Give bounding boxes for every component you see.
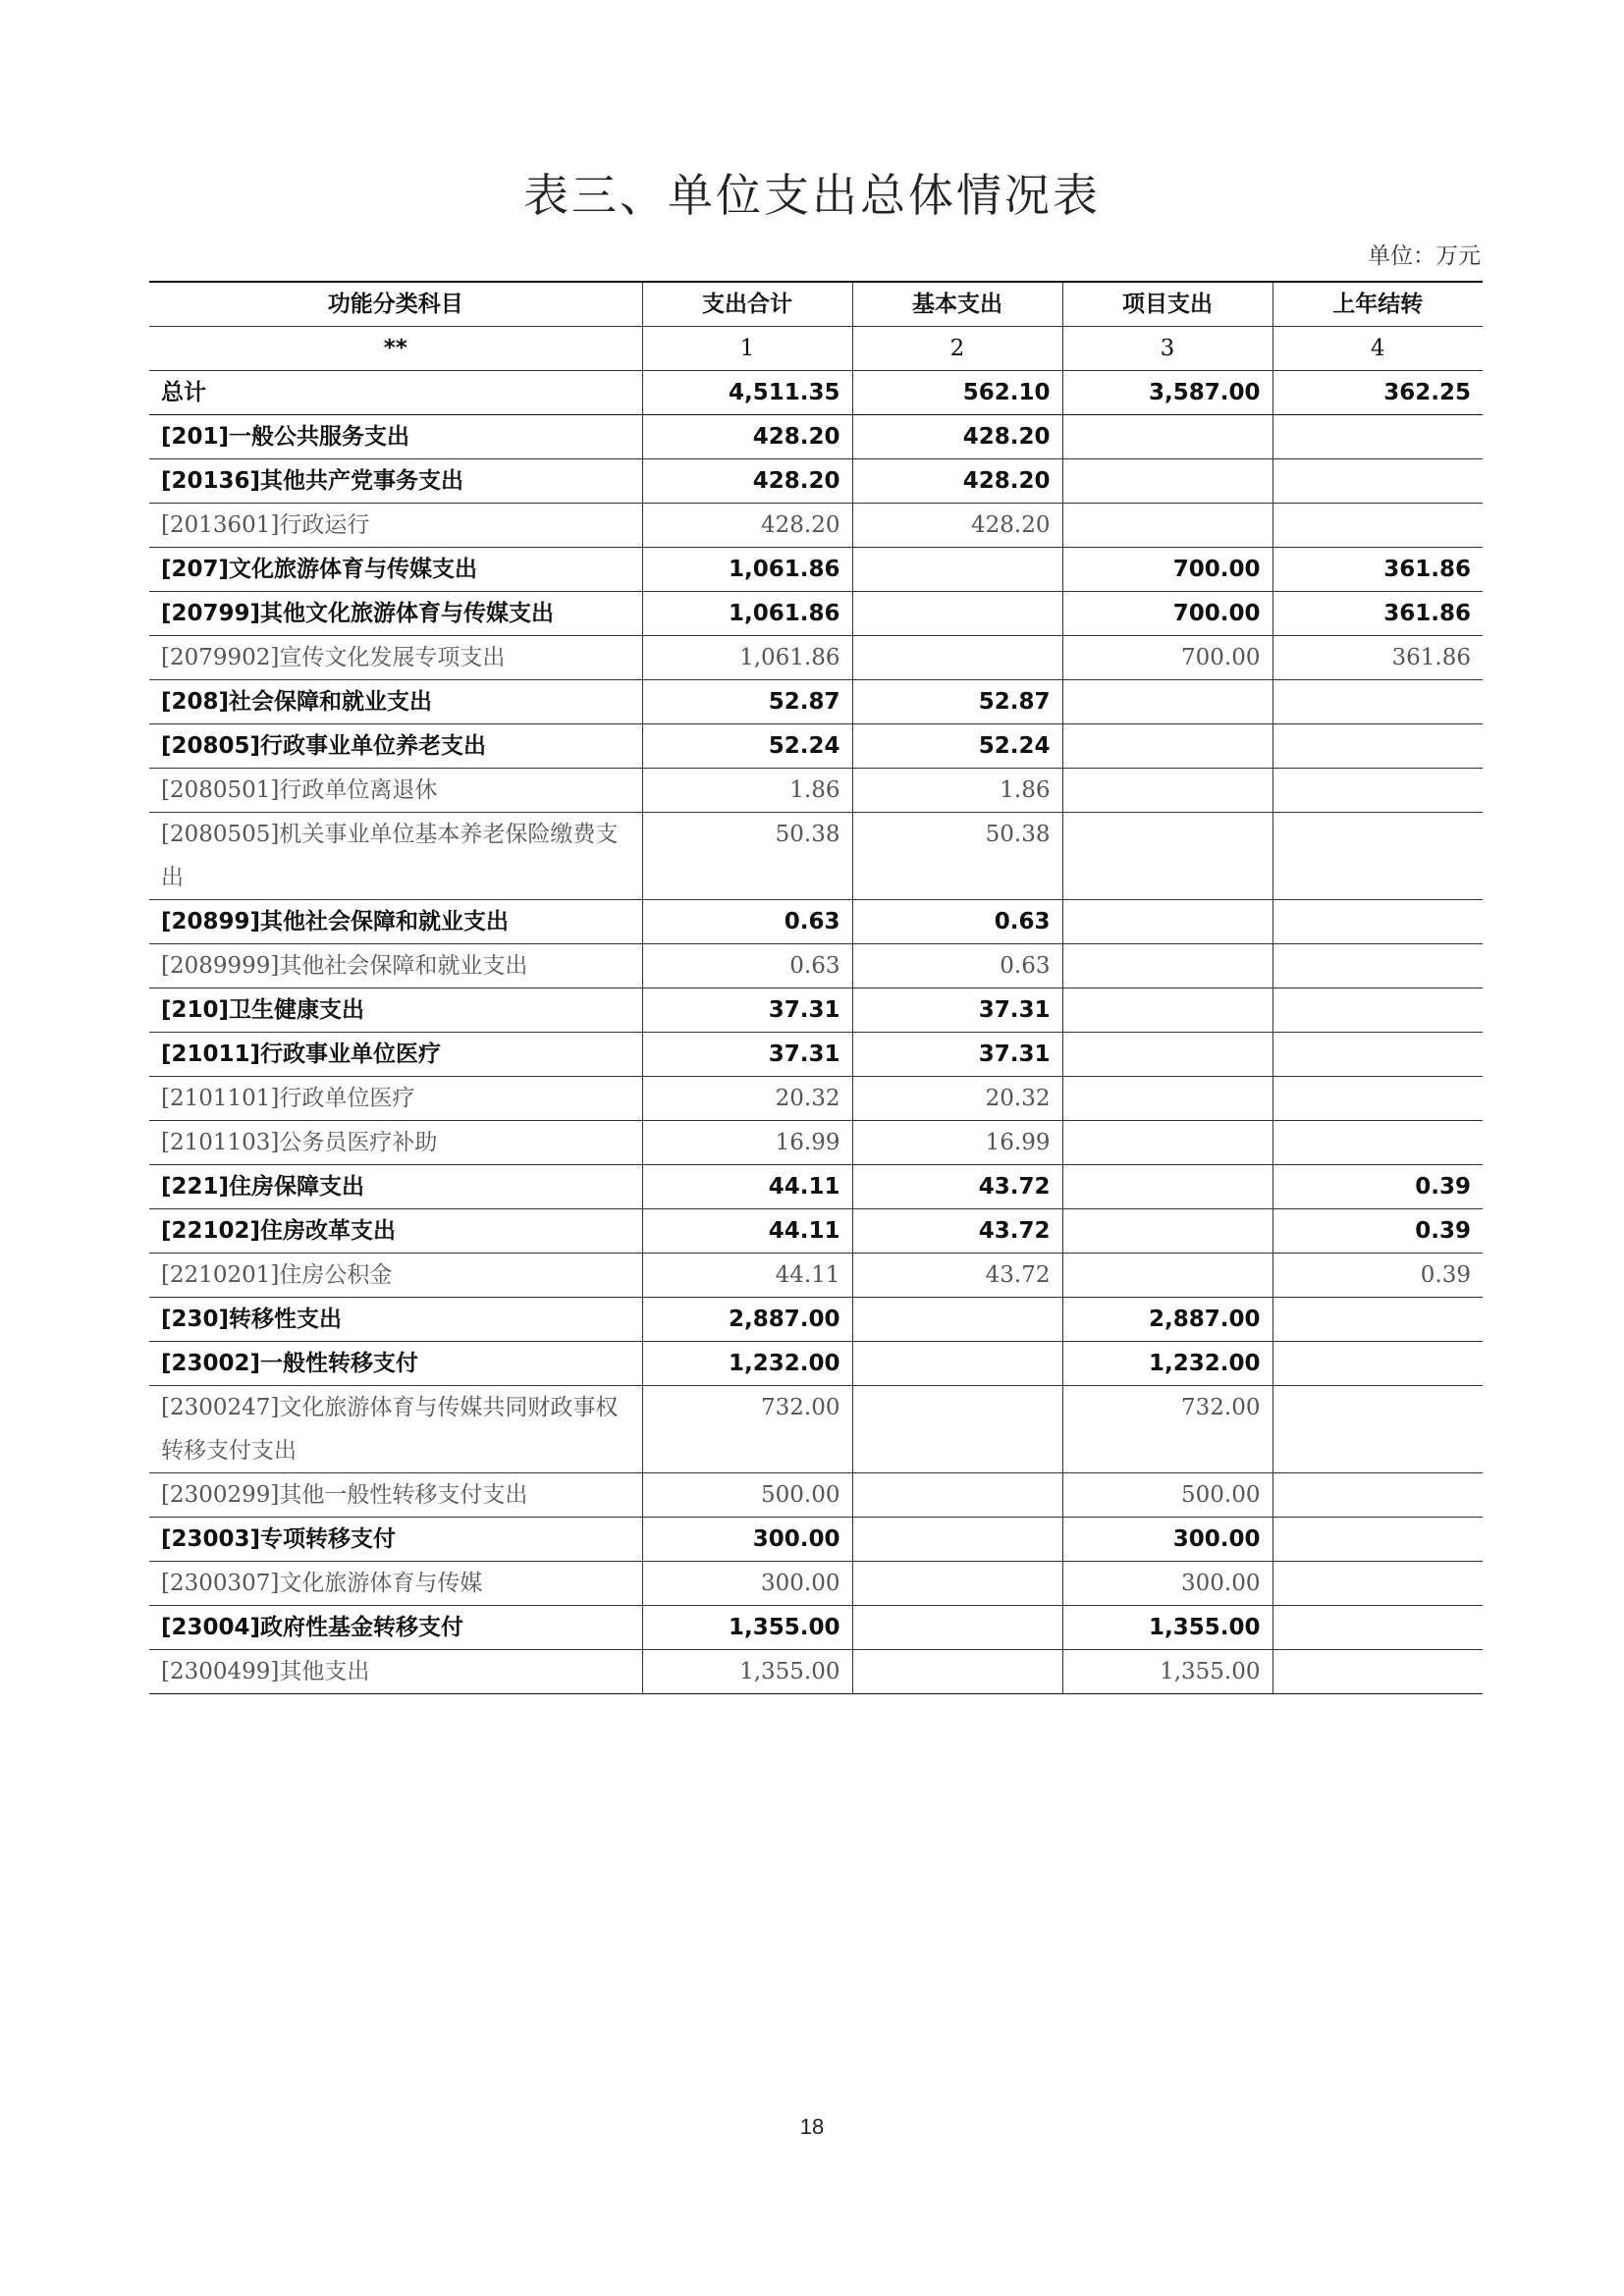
row-project-cell xyxy=(1062,680,1272,724)
row-project-cell: 2,887.00 xyxy=(1062,1298,1272,1342)
row-total-cell: 4,511.35 xyxy=(642,371,852,415)
row-project-cell: 300.00 xyxy=(1062,1518,1272,1562)
row-basic-cell: 43.72 xyxy=(852,1209,1062,1254)
table-row xyxy=(149,459,1483,504)
table-row xyxy=(149,636,1483,680)
row-total-cell: 428.20 xyxy=(642,459,852,504)
row-category-cell: [2089999]其他社会保障和就业支出 xyxy=(149,944,642,988)
row-category-cell: [208]社会保障和就业支出 xyxy=(149,680,642,724)
row-total-cell: 37.31 xyxy=(642,988,852,1033)
row-basic-cell: 37.31 xyxy=(852,1033,1062,1077)
row-project-cell xyxy=(1062,900,1272,944)
row-category-cell: 总计 xyxy=(149,371,642,415)
row-project-cell xyxy=(1062,988,1272,1033)
row-carryover-cell xyxy=(1272,1121,1483,1165)
row-carryover-cell: 0.39 xyxy=(1272,1165,1483,1209)
row-carryover-cell xyxy=(1272,1298,1483,1342)
row-basic-cell: 0.63 xyxy=(852,944,1062,988)
row-category-cell: [2300499]其他支出 xyxy=(149,1650,642,1694)
row-project-cell xyxy=(1062,724,1272,769)
row-carryover-cell xyxy=(1272,769,1483,813)
row-project-cell: 700.00 xyxy=(1062,592,1272,636)
row-project-cell xyxy=(1062,415,1272,459)
row-total-cell: 300.00 xyxy=(642,1518,852,1562)
row-carryover-cell xyxy=(1272,459,1483,504)
header-basic: 基本支出 xyxy=(852,282,1062,327)
row-basic-cell: 43.72 xyxy=(852,1165,1062,1209)
row-total-cell: 0.63 xyxy=(642,944,852,988)
row-category-cell: [23003]专项转移支付 xyxy=(149,1518,642,1562)
row-carryover-cell xyxy=(1272,944,1483,988)
row-category-cell: [2079902]宣传文化发展专项支出 xyxy=(149,636,642,680)
row-project-cell xyxy=(1062,813,1272,900)
index-cell: ** xyxy=(149,327,642,371)
row-basic-cell: 428.20 xyxy=(852,415,1062,459)
row-project-cell xyxy=(1062,1254,1272,1298)
header-category: 功能分类科目 xyxy=(149,282,642,327)
row-basic-cell xyxy=(852,592,1062,636)
row-carryover-cell xyxy=(1272,504,1483,548)
row-carryover-cell xyxy=(1272,724,1483,769)
row-project-cell: 732.00 xyxy=(1062,1386,1272,1473)
row-carryover-cell xyxy=(1272,1077,1483,1121)
row-basic-cell: 1.86 xyxy=(852,769,1062,813)
row-category-cell: [2101103]公务员医疗补助 xyxy=(149,1121,642,1165)
row-project-cell: 500.00 xyxy=(1062,1473,1272,1518)
table-row xyxy=(149,1209,1483,1254)
row-project-cell xyxy=(1062,504,1272,548)
table-row xyxy=(149,1121,1483,1165)
row-total-cell: 1,355.00 xyxy=(642,1650,852,1694)
row-basic-cell: 16.99 xyxy=(852,1121,1062,1165)
row-total-cell: 2,887.00 xyxy=(642,1298,852,1342)
row-category-cell: [20799]其他文化旅游体育与传媒支出 xyxy=(149,592,642,636)
row-category-cell: [2300307]文化旅游体育与传媒 xyxy=(149,1562,642,1606)
row-basic-cell xyxy=(852,1473,1062,1518)
row-carryover-cell xyxy=(1272,1562,1483,1606)
row-total-cell: 44.11 xyxy=(642,1209,852,1254)
table-row xyxy=(149,548,1483,592)
row-carryover-cell: 362.25 xyxy=(1272,371,1483,415)
row-total-cell: 500.00 xyxy=(642,1473,852,1518)
row-total-cell: 1,355.00 xyxy=(642,1606,852,1650)
row-basic-cell: 0.63 xyxy=(852,900,1062,944)
row-basic-cell xyxy=(852,1386,1062,1473)
row-carryover-cell xyxy=(1272,988,1483,1033)
row-project-cell xyxy=(1062,1033,1272,1077)
row-carryover-cell xyxy=(1272,680,1483,724)
row-carryover-cell xyxy=(1272,1033,1483,1077)
row-basic-cell: 50.38 xyxy=(852,813,1062,900)
table-header-row xyxy=(149,282,1483,327)
row-project-cell: 1,232.00 xyxy=(1062,1342,1272,1386)
table-row xyxy=(149,1386,1483,1473)
table-row xyxy=(149,1165,1483,1209)
row-carryover-cell xyxy=(1272,1518,1483,1562)
table-row xyxy=(149,1254,1483,1298)
row-total-cell: 428.20 xyxy=(642,415,852,459)
row-carryover-cell xyxy=(1272,415,1483,459)
row-total-cell: 52.24 xyxy=(642,724,852,769)
row-basic-cell xyxy=(852,1562,1062,1606)
row-category-cell: [201]一般公共服务支出 xyxy=(149,415,642,459)
row-total-cell: 1.86 xyxy=(642,769,852,813)
row-carryover-cell xyxy=(1272,1386,1483,1473)
row-project-cell xyxy=(1062,459,1272,504)
page-number: 18 xyxy=(799,2114,825,2139)
table-row xyxy=(149,680,1483,724)
row-project-cell: 3,587.00 xyxy=(1062,371,1272,415)
row-project-cell xyxy=(1062,769,1272,813)
row-carryover-cell xyxy=(1272,1342,1483,1386)
row-basic-cell xyxy=(852,1342,1062,1386)
row-total-cell: 1,232.00 xyxy=(642,1342,852,1386)
row-total-cell: 50.38 xyxy=(642,813,852,900)
row-basic-cell: 562.10 xyxy=(852,371,1062,415)
row-basic-cell: 428.20 xyxy=(852,459,1062,504)
row-category-cell: [20899]其他社会保障和就业支出 xyxy=(149,900,642,944)
row-basic-cell: 37.31 xyxy=(852,988,1062,1033)
row-category-cell: [2013601]行政运行 xyxy=(149,504,642,548)
row-category-cell: [23004]政府性基金转移支付 xyxy=(149,1606,642,1650)
page-title: 表三、单位支出总体情况表 xyxy=(523,169,1101,222)
row-project-cell xyxy=(1062,944,1272,988)
row-project-cell xyxy=(1062,1121,1272,1165)
row-carryover-cell: 361.86 xyxy=(1272,592,1483,636)
row-carryover-cell xyxy=(1272,813,1483,900)
table-row xyxy=(149,988,1483,1033)
table-row xyxy=(149,900,1483,944)
row-carryover-cell xyxy=(1272,1650,1483,1694)
table-row xyxy=(149,1342,1483,1386)
row-total-cell: 44.11 xyxy=(642,1254,852,1298)
table-row xyxy=(149,1077,1483,1121)
index-cell: 2 xyxy=(852,327,1062,371)
row-category-cell: [207]文化旅游体育与传媒支出 xyxy=(149,548,642,592)
row-project-cell xyxy=(1062,1077,1272,1121)
row-project-cell: 1,355.00 xyxy=(1062,1606,1272,1650)
table-row xyxy=(149,813,1483,900)
table-index-row xyxy=(149,327,1483,371)
row-category-cell: [221]住房保障支出 xyxy=(149,1165,642,1209)
table-row xyxy=(149,504,1483,548)
row-basic-cell xyxy=(852,1650,1062,1694)
expenditure-table xyxy=(149,281,1483,1694)
row-total-cell: 428.20 xyxy=(642,504,852,548)
table-row xyxy=(149,1606,1483,1650)
row-total-cell: 300.00 xyxy=(642,1562,852,1606)
row-basic-cell xyxy=(852,1298,1062,1342)
row-basic-cell xyxy=(852,1606,1062,1650)
table-row xyxy=(149,1033,1483,1077)
index-cell: 4 xyxy=(1272,327,1483,371)
row-category-cell: [20136]其他共产党事务支出 xyxy=(149,459,642,504)
row-total-cell: 16.99 xyxy=(642,1121,852,1165)
table-row xyxy=(149,592,1483,636)
row-total-cell: 52.87 xyxy=(642,680,852,724)
table-row xyxy=(149,769,1483,813)
table-row xyxy=(149,944,1483,988)
row-carryover-cell xyxy=(1272,1606,1483,1650)
row-category-cell: [23002]一般性转移支付 xyxy=(149,1342,642,1386)
row-category-cell: [2300299]其他一般性转移支付支出 xyxy=(149,1473,642,1518)
row-basic-cell: 428.20 xyxy=(852,504,1062,548)
row-category-cell: [21011]行政事业单位医疗 xyxy=(149,1033,642,1077)
index-cell: 3 xyxy=(1062,327,1272,371)
table-row xyxy=(149,1518,1483,1562)
row-total-cell: 20.32 xyxy=(642,1077,852,1121)
row-basic-cell: 43.72 xyxy=(852,1254,1062,1298)
row-category-cell: [210]卫生健康支出 xyxy=(149,988,642,1033)
index-cell: 1 xyxy=(642,327,852,371)
row-total-cell: 0.63 xyxy=(642,900,852,944)
table-row xyxy=(149,415,1483,459)
table-row xyxy=(149,371,1483,415)
row-project-cell xyxy=(1062,1165,1272,1209)
row-total-cell: 732.00 xyxy=(642,1386,852,1473)
table-row xyxy=(149,724,1483,769)
row-basic-cell xyxy=(852,1518,1062,1562)
row-basic-cell: 20.32 xyxy=(852,1077,1062,1121)
row-total-cell: 1,061.86 xyxy=(642,548,852,592)
row-total-cell: 37.31 xyxy=(642,1033,852,1077)
table-row xyxy=(149,1298,1483,1342)
row-project-cell: 300.00 xyxy=(1062,1562,1272,1606)
table-body xyxy=(149,371,1483,1694)
row-basic-cell: 52.24 xyxy=(852,724,1062,769)
row-carryover-cell xyxy=(1272,1473,1483,1518)
table-row xyxy=(149,1562,1483,1606)
header-total: 支出合计 xyxy=(642,282,852,327)
header-project: 项目支出 xyxy=(1062,282,1272,327)
row-category-cell: [2080505]机关事业单位基本养老保险缴费支出 xyxy=(149,813,642,900)
row-category-cell: [22102]住房改革支出 xyxy=(149,1209,642,1254)
row-category-cell: [2300247]文化旅游体育与传媒共同财政事权转移支付支出 xyxy=(149,1386,642,1473)
row-carryover-cell: 361.86 xyxy=(1272,636,1483,680)
row-total-cell: 1,061.86 xyxy=(642,636,852,680)
row-project-cell xyxy=(1062,1209,1272,1254)
row-carryover-cell: 0.39 xyxy=(1272,1254,1483,1298)
row-project-cell: 1,355.00 xyxy=(1062,1650,1272,1694)
row-category-cell: [2080501]行政单位离退休 xyxy=(149,769,642,813)
table-row xyxy=(149,1473,1483,1518)
row-category-cell: [20805]行政事业单位养老支出 xyxy=(149,724,642,769)
row-basic-cell xyxy=(852,548,1062,592)
row-category-cell: [230]转移性支出 xyxy=(149,1298,642,1342)
row-carryover-cell xyxy=(1272,900,1483,944)
unit-label: 单位：万元 xyxy=(1368,243,1481,269)
row-carryover-cell: 0.39 xyxy=(1272,1209,1483,1254)
row-category-cell: [2210201]住房公积金 xyxy=(149,1254,642,1298)
row-carryover-cell: 361.86 xyxy=(1272,548,1483,592)
row-project-cell: 700.00 xyxy=(1062,636,1272,680)
header-carryover: 上年结转 xyxy=(1272,282,1483,327)
row-category-cell: [2101101]行政单位医疗 xyxy=(149,1077,642,1121)
row-total-cell: 44.11 xyxy=(642,1165,852,1209)
row-basic-cell: 52.87 xyxy=(852,680,1062,724)
row-total-cell: 1,061.86 xyxy=(642,592,852,636)
row-project-cell: 700.00 xyxy=(1062,548,1272,592)
row-basic-cell xyxy=(852,636,1062,680)
table-row xyxy=(149,1650,1483,1694)
